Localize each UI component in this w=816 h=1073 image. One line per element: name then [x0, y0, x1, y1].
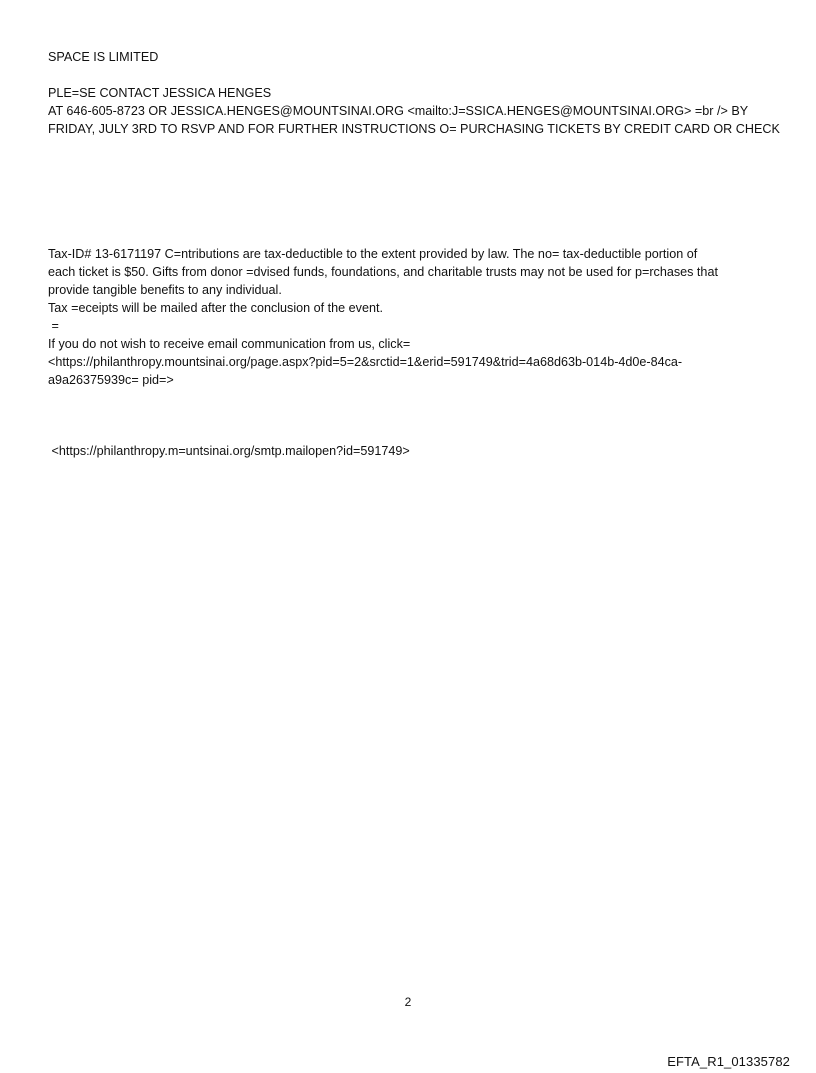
contact-line-3: FRIDAY, JULY 3RD TO RSVP AND FOR FURTHER INSTRUCTIONS O= PURCHASING TICKETS BY CREDIT CARD OR CHECK: [48, 122, 780, 136]
page-number: 2: [404, 995, 412, 1009]
tax-line-2: each ticket is $50. Gifts from donor =dvised funds, foundations, and charitable trusts may not be used for p=rchases that: [48, 265, 718, 279]
unsubscribe-line: If you do not wish to receive email communication from us, click=: [48, 337, 411, 351]
unsubscribe-link-part-2[interactable]: a9a26375939c= pid=>: [48, 373, 174, 387]
contact-paragraph: [48, 84, 780, 138]
contact-line-1: PLE=SE CONTACT JESSICA HENGES: [48, 86, 272, 100]
bates-number: EFTA_R1_01335782: [667, 1054, 790, 1069]
tax-line-5: =: [48, 319, 59, 333]
tax-line-3: provide tangible benefits to any individual.: [48, 283, 282, 297]
unsubscribe-link-part-1[interactable]: <https://philanthropy.mountsinai.org/page.aspx?pid=5=2&srctid=1&erid=591749&trid=4a68d63b-014b-4d0e-84ca-: [48, 355, 683, 369]
tracking-link[interactable]: <https://philanthropy.m=untsinai.org/smtp.mailopen?id=591749>: [48, 444, 410, 458]
tax-line-1: Tax-ID# 13-6171197 C=ntributions are tax-deductible to the extent provided by law. The no= tax-deductible portion of: [48, 247, 698, 261]
space-limited-heading: SPACE IS LIMITED: [48, 50, 159, 64]
tax-line-4: Tax =eceipts will be mailed after the conclusion of the event.: [48, 301, 383, 315]
tax-paragraph: [48, 245, 772, 389]
contact-line-2: AT 646-605-8723 OR JESSICA.HENGES@MOUNTSINAI.ORG <mailto:J=SSICA.HENGES@MOUNTSINAI.ORG> =br /> BY: [48, 104, 749, 118]
